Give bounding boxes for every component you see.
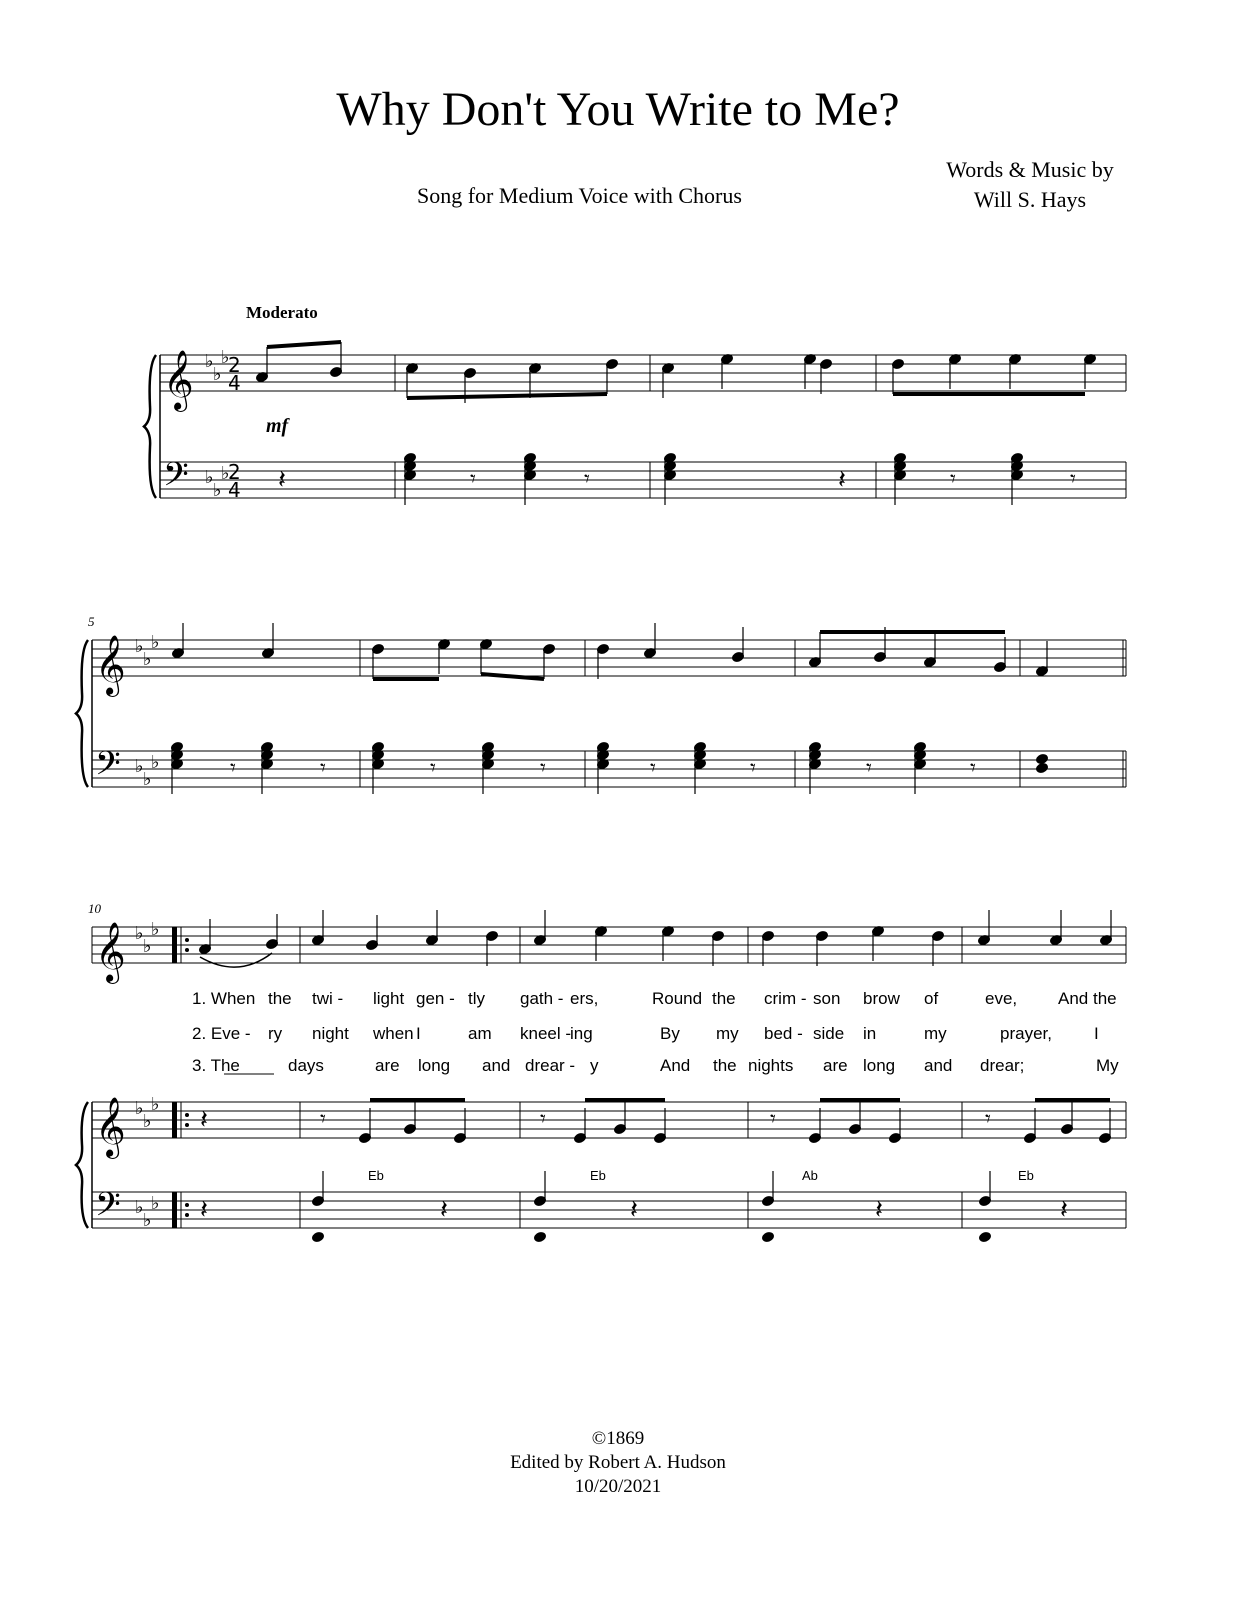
brace [76, 1102, 88, 1228]
lyric-v1-6: tly [468, 989, 485, 1008]
beam [481, 674, 544, 679]
editor-text: Edited by Robert A. Hudson [510, 1452, 726, 1473]
chord-note [1035, 762, 1048, 773]
eighth-rest: 𝄾 [970, 756, 976, 781]
time-sig-top: 2 [228, 460, 241, 484]
lyric-v1-8: ers, [570, 989, 599, 1008]
lyric-v2-13: in [863, 1024, 877, 1043]
quarter-rest: 𝄽 [1060, 1195, 1068, 1225]
bass-clef: 𝄢 [95, 745, 121, 791]
eighth-rest: 𝄾 [750, 756, 756, 781]
eighth-rest: 𝄾 [230, 756, 236, 781]
measure-number-10: 10 [88, 901, 101, 916]
lyric-v3-14: drear; [980, 1056, 1025, 1075]
lyric-v2-12: side [813, 1024, 845, 1043]
eighth-rest: 𝄾 [770, 1107, 776, 1132]
lyric-v1-16: And the [1058, 989, 1117, 1008]
lyric-v2-7: kneel - [520, 1024, 572, 1043]
repeat-bar [172, 1102, 177, 1138]
repeat-dot [185, 938, 189, 942]
lyric-v2-9: By [660, 1024, 680, 1043]
lyric-v1-10: the [712, 989, 736, 1008]
flat-sign: ♭ [151, 1193, 160, 1214]
flat-sign: ♭ [135, 923, 144, 944]
eighth-rest: 𝄾 [866, 756, 872, 781]
flat-sign: ♭ [135, 636, 144, 657]
bass-clef: 𝄢 [163, 456, 189, 502]
flat-sign: ♭ [151, 632, 160, 653]
lyric-v2-14: my [924, 1024, 947, 1043]
flat-sign: ♭ [143, 1210, 152, 1231]
lyric-v2-15: prayer, [1000, 1024, 1052, 1043]
eighth-rest: 𝄾 [430, 756, 436, 781]
flat-sign: ♭ [205, 467, 214, 488]
lyric-v3-15: My [1096, 1056, 1119, 1075]
flat-sign: ♭ [135, 1197, 144, 1218]
lyric-v2-2: ry [268, 1024, 283, 1043]
slur [200, 953, 272, 967]
eighth-rest: 𝄾 [320, 756, 326, 781]
measure-number-5: 5 [88, 614, 95, 629]
flat-sign: ♭ [135, 756, 144, 777]
lyric-v1-2: the [268, 989, 292, 1008]
lyric-v1-9: Round [652, 989, 703, 1008]
note-head [761, 1231, 774, 1242]
lyric-v3-6: drear - [525, 1056, 576, 1075]
treble-clef: 𝄞 [95, 922, 126, 982]
flat-sign: ♭ [221, 347, 230, 368]
eighth-rest: 𝄾 [950, 467, 956, 492]
lyric-v1-13: brow [863, 989, 900, 1008]
lyric-v2-16: I [1094, 1024, 1099, 1043]
eighth-rest: 𝄾 [320, 1107, 326, 1132]
credit-line-2: Will S. Hays [973, 187, 1087, 212]
beam [267, 342, 341, 347]
lyric-v3-11: are [823, 1056, 848, 1075]
lyric-v2-10: my [716, 1024, 739, 1043]
quarter-rest: 𝄽 [838, 465, 846, 495]
lyric-v3-9: the [713, 1056, 737, 1075]
lyric-v3-1: 3. The [192, 1056, 240, 1075]
lyric-v3-3: are [375, 1056, 400, 1075]
song-title: Why Don't You Write to Me? [336, 83, 900, 136]
lyric-v3-13: and [924, 1056, 953, 1075]
quarter-rest: 𝄽 [440, 1195, 448, 1225]
flat-sign: ♭ [143, 649, 152, 670]
flat-sign: ♭ [143, 936, 152, 957]
chord-symbol-3: Ab [802, 1168, 818, 1183]
flat-sign: ♭ [205, 351, 214, 372]
staff-piano-treble-3 [92, 1102, 1126, 1138]
copyright-text: ©1869 [591, 1428, 645, 1449]
edit-date-text: 10/20/2021 [574, 1476, 662, 1497]
lyric-v1-14: of [924, 989, 939, 1008]
credit-line-1: Words & Music by [946, 157, 1114, 182]
lyric-v2-1: 2. Eve - [192, 1024, 251, 1043]
lyric-v1-12: son [813, 989, 841, 1008]
flat-sign: ♭ [135, 1098, 144, 1119]
eighth-rest: 𝄾 [540, 1107, 546, 1132]
quarter-rest: 𝄽 [630, 1195, 638, 1225]
chord-symbol-4: Eb [1018, 1168, 1034, 1183]
lyric-v1-7: gath - [520, 989, 564, 1008]
quarter-rest: 𝄽 [875, 1195, 883, 1225]
lyric-v1-3: twi - [312, 989, 344, 1008]
chord-note [1035, 753, 1048, 764]
chord-symbol-2: Eb [590, 1168, 606, 1183]
quarter-rest: 𝄽 [200, 1195, 208, 1225]
lyric-v2-3: night [312, 1024, 349, 1043]
time-sig-top: 2 [228, 353, 241, 377]
lyric-v3-7: y [590, 1056, 599, 1075]
lyric-v3-2: days [288, 1056, 324, 1075]
quarter-rest: 𝄽 [200, 1105, 208, 1135]
eighth-rest: 𝄾 [1070, 467, 1076, 492]
lyric-v1-5: gen - [416, 989, 455, 1008]
flat-sign: ♭ [143, 769, 152, 790]
lyric-v2-11: bed - [764, 1024, 803, 1043]
lyric-v3-10: nights [748, 1056, 794, 1075]
tempo-marking: Moderato [246, 303, 318, 322]
flat-sign: ♭ [151, 919, 160, 940]
repeat-dot [185, 1123, 189, 1127]
footer [0, 1427, 1236, 1499]
flat-sign: ♭ [151, 1094, 160, 1115]
flat-sign: ♭ [213, 364, 222, 385]
note-head [311, 1231, 324, 1242]
lyric-v2-5: I [416, 1024, 421, 1043]
lyric-v1-4: light [373, 989, 405, 1008]
quarter-rest: 𝄽 [278, 465, 286, 495]
chord-symbol-1: Eb [368, 1168, 384, 1183]
repeat-dot [185, 1203, 189, 1207]
flat-sign: ♭ [213, 480, 222, 501]
eighth-rest: 𝄾 [540, 756, 546, 781]
staff-piano-bass-3 [92, 1192, 1126, 1228]
brace [144, 355, 156, 498]
note-head [978, 1231, 991, 1242]
treble-clef: 𝄞 [163, 350, 194, 410]
repeat-bar [172, 927, 177, 963]
treble-clef: 𝄞 [95, 1097, 126, 1157]
staff-bass-1 [160, 462, 1126, 498]
bass-clef: 𝄢 [95, 1186, 121, 1232]
repeat-dot [185, 1113, 189, 1117]
lyric-v1-15: eve, [985, 989, 1018, 1008]
eighth-rest: 𝄾 [470, 467, 476, 492]
dynamic-marking: mf [266, 415, 289, 437]
lyric-v2-8: ing [570, 1024, 593, 1043]
lyric-v3-8: And [660, 1056, 691, 1075]
staff-treble-1 [160, 355, 1126, 391]
staff-vocal-3 [92, 927, 1126, 963]
lyric-v2-6: am [468, 1024, 492, 1043]
notation-layer [76, 342, 1126, 1243]
eighth-rest: 𝄾 [584, 467, 590, 492]
lyric-v3-12: long [863, 1056, 896, 1075]
staff-treble-2 [92, 640, 1126, 676]
lyric-v1-1: 1. When [192, 989, 256, 1008]
time-sig-bottom: 4 [228, 478, 241, 502]
brace [76, 640, 88, 787]
treble-clef: 𝄞 [95, 635, 126, 695]
lyric-v1-11: crim - [764, 989, 807, 1008]
eighth-rest: 𝄾 [985, 1107, 991, 1132]
eighth-rest: 𝄾 [650, 756, 656, 781]
flat-sign: ♭ [151, 752, 160, 773]
flat-sign: ♭ [143, 1111, 152, 1132]
beam [407, 394, 607, 398]
repeat-dot [185, 1213, 189, 1217]
time-sig-bottom: 4 [228, 371, 241, 395]
flat-sign: ♭ [221, 463, 230, 484]
lyric-v2-4: when [373, 1024, 414, 1043]
song-subtitle: Song for Medium Voice with Chorus [417, 183, 742, 208]
repeat-bar [172, 1192, 177, 1228]
lyric-v3-4: long [418, 1056, 451, 1075]
lyric-v3-5: and [482, 1056, 511, 1075]
repeat-dot [185, 948, 189, 952]
note-head [533, 1231, 546, 1242]
